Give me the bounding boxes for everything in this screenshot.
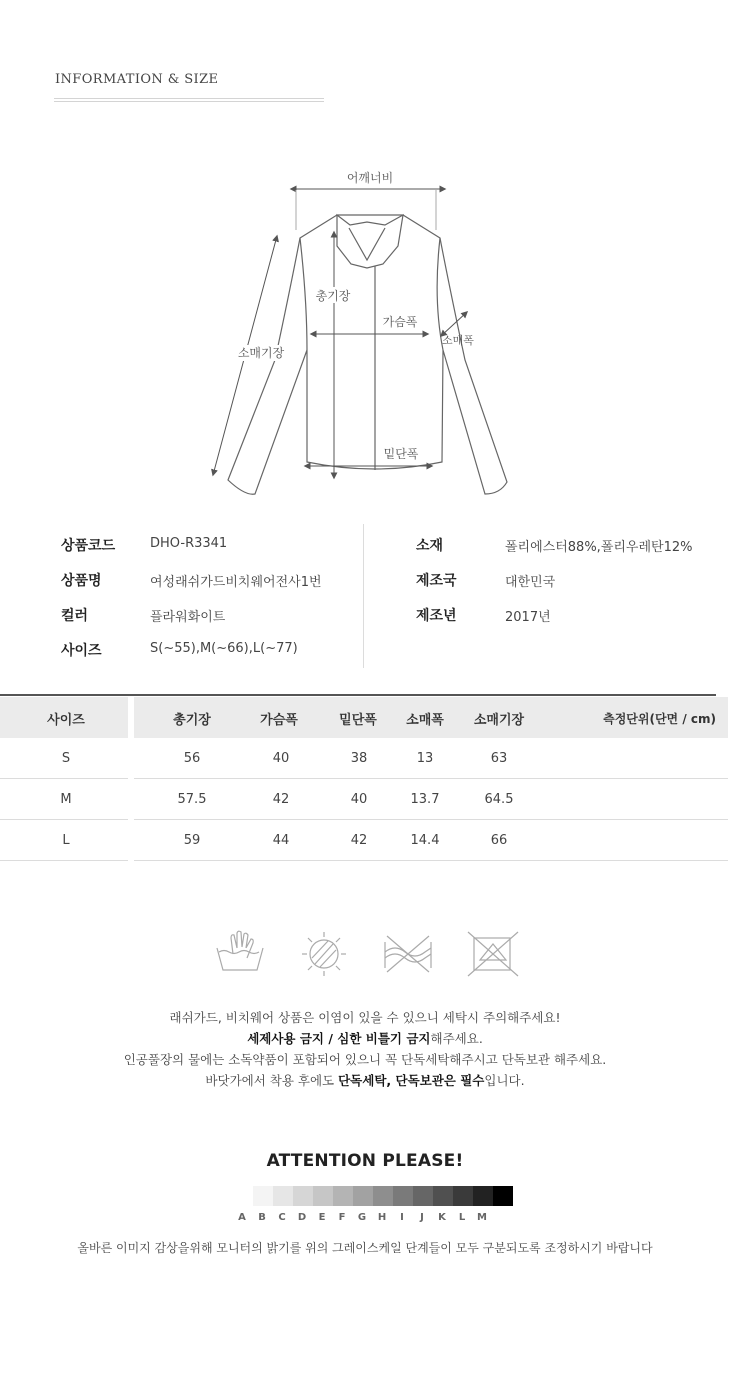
table-cell: 63: [490, 751, 508, 766]
table-cell: 57.5: [177, 792, 207, 807]
material-value: 폴리에스터88%,폴리우레탄12%: [505, 540, 693, 555]
origin-value: 대한민국: [505, 575, 556, 590]
gray-swatch: [453, 1186, 473, 1206]
notice-line-2: [0, 1029, 730, 1047]
gray-letter: E: [318, 1212, 326, 1223]
attention-title: ATTENTION PLEASE!: [266, 1151, 464, 1171]
table-cell: 56: [183, 751, 201, 766]
size-label: 사이즈: [61, 643, 102, 659]
table-cell: 66: [490, 833, 508, 848]
gray-swatch: [353, 1186, 373, 1206]
hem-label: 밑단폭: [383, 447, 419, 461]
garment-diagram: [195, 160, 535, 505]
header-sleeve-length: 소매기장: [473, 713, 525, 728]
product-code-value: DHO-R3341: [150, 536, 228, 551]
sleeve-width-arrow: [441, 312, 467, 336]
table-cell: L: [62, 833, 70, 848]
header-size: 사이즈: [47, 713, 85, 728]
gray-swatch: [293, 1186, 313, 1206]
gray-swatch: [373, 1186, 393, 1206]
material-label: 소재: [416, 538, 444, 554]
table-cell: 42: [350, 833, 368, 848]
gray-swatch: [413, 1186, 433, 1206]
title-underline: [54, 98, 324, 99]
title-underline-2: [54, 101, 324, 102]
gray-swatch: [313, 1186, 333, 1206]
color-label: 컬러: [61, 608, 89, 624]
no-dry-clean-icon: [466, 930, 520, 978]
gray-letter: L: [458, 1212, 466, 1223]
notice-line-4: [0, 1071, 730, 1089]
no-sun-dry-icon: [297, 930, 351, 978]
gray-letter: C: [278, 1212, 286, 1223]
origin-label: 제조국: [416, 573, 457, 589]
gray-swatch: [393, 1186, 413, 1206]
row-divider: [0, 860, 128, 861]
notice-line-2-bold: 세제사용 금지 / 심한 비틀기 금지: [247, 1031, 431, 1046]
calibration-note: 올바른 이미지 감상을위해 모니터의 밝기를 위의 그레이스케일 단계들이 모두 구분되도록 조정하시기 바랍니다: [77, 1241, 653, 1255]
product-name-value: 여성래쉬가드비치웨어전사1번: [150, 575, 322, 590]
table-cell: 40: [272, 751, 290, 766]
notice-line-4-post: 입니다.: [484, 1073, 525, 1088]
header-sleeve-width: 소매폭: [406, 713, 444, 728]
table-cell: 38: [350, 751, 368, 766]
row-divider: [134, 860, 728, 861]
gray-swatch: [273, 1186, 293, 1206]
chest-label: 가슴폭: [382, 315, 418, 329]
gray-swatch: [473, 1186, 493, 1206]
table-cell: S: [61, 751, 71, 766]
year-value: 2017년: [505, 610, 551, 625]
gray-swatch: [333, 1186, 353, 1206]
table-cell: 64.5: [484, 792, 514, 807]
gray-letter: G: [357, 1212, 367, 1223]
gray-letter: J: [420, 1212, 424, 1223]
row-divider: [134, 819, 728, 820]
table-cell: 13: [416, 751, 434, 766]
notice-line-4-bold: 단독세탁, 단독보관은 필수: [338, 1073, 485, 1088]
gray-letter: I: [400, 1212, 404, 1223]
table-cell: 44: [272, 833, 290, 848]
sleeve-length-label: 소매기장: [237, 346, 285, 360]
gray-letter: F: [338, 1212, 346, 1223]
color-value: 플라워화이트: [150, 610, 226, 625]
table-top-rule: [0, 694, 716, 696]
info-divider: [363, 524, 364, 668]
hand-wash-icon: [213, 930, 267, 978]
gray-letter: D: [297, 1212, 307, 1223]
gray-swatch: [253, 1186, 273, 1206]
gray-swatch: [433, 1186, 453, 1206]
total-length-label: 총기장: [315, 289, 351, 303]
measure-unit: 측정단위(단면 / cm): [603, 712, 716, 726]
table-cell: 59: [183, 833, 201, 848]
notice-line-1: 래쉬가드, 비치웨어 상품은 이염이 있을 수 있으니 세탁시 주의해주세요!: [169, 1010, 561, 1025]
gray-letter: H: [377, 1212, 387, 1223]
notice-line-3: 인공풀장의 물에는 소독약품이 포함되어 있으니 꼭 단독세탁해주시고 단독보관 해주세요.: [123, 1052, 607, 1067]
year-label: 제조년: [416, 608, 457, 624]
row-divider: [0, 819, 128, 820]
product-code-label: 상품코드: [61, 538, 116, 554]
header-hem: 밑단폭: [339, 713, 377, 728]
gray-letter: K: [438, 1212, 446, 1223]
table-cell: 40: [350, 792, 368, 807]
sleeve-width-label: 소매폭: [442, 334, 474, 347]
gray-letter: A: [238, 1212, 246, 1223]
row-divider: [134, 778, 728, 779]
gray-swatch: [493, 1186, 513, 1206]
gray-letter: M: [477, 1212, 487, 1223]
size-value: S(~55),M(~66),L(~77): [150, 641, 298, 656]
table-cell: M: [60, 792, 72, 807]
header-chest: 가슴폭: [260, 713, 298, 728]
shoulder-label: 어깨너비: [346, 171, 394, 185]
row-divider: [0, 778, 128, 779]
table-cell: 14.4: [410, 833, 440, 848]
notice-line-4-pre: 바닷가에서 착용 후에도: [205, 1073, 339, 1088]
table-cell: 42: [272, 792, 290, 807]
header-total-length: 총기장: [173, 713, 211, 728]
notice-line-2-rest: 해주세요.: [430, 1031, 483, 1046]
no-wring-icon: [381, 930, 435, 978]
product-name-label: 상품명: [61, 573, 102, 589]
section-title: INFORMATION & SIZE: [55, 72, 219, 87]
table-cell: 13.7: [410, 792, 440, 807]
gray-letter: B: [258, 1212, 266, 1223]
